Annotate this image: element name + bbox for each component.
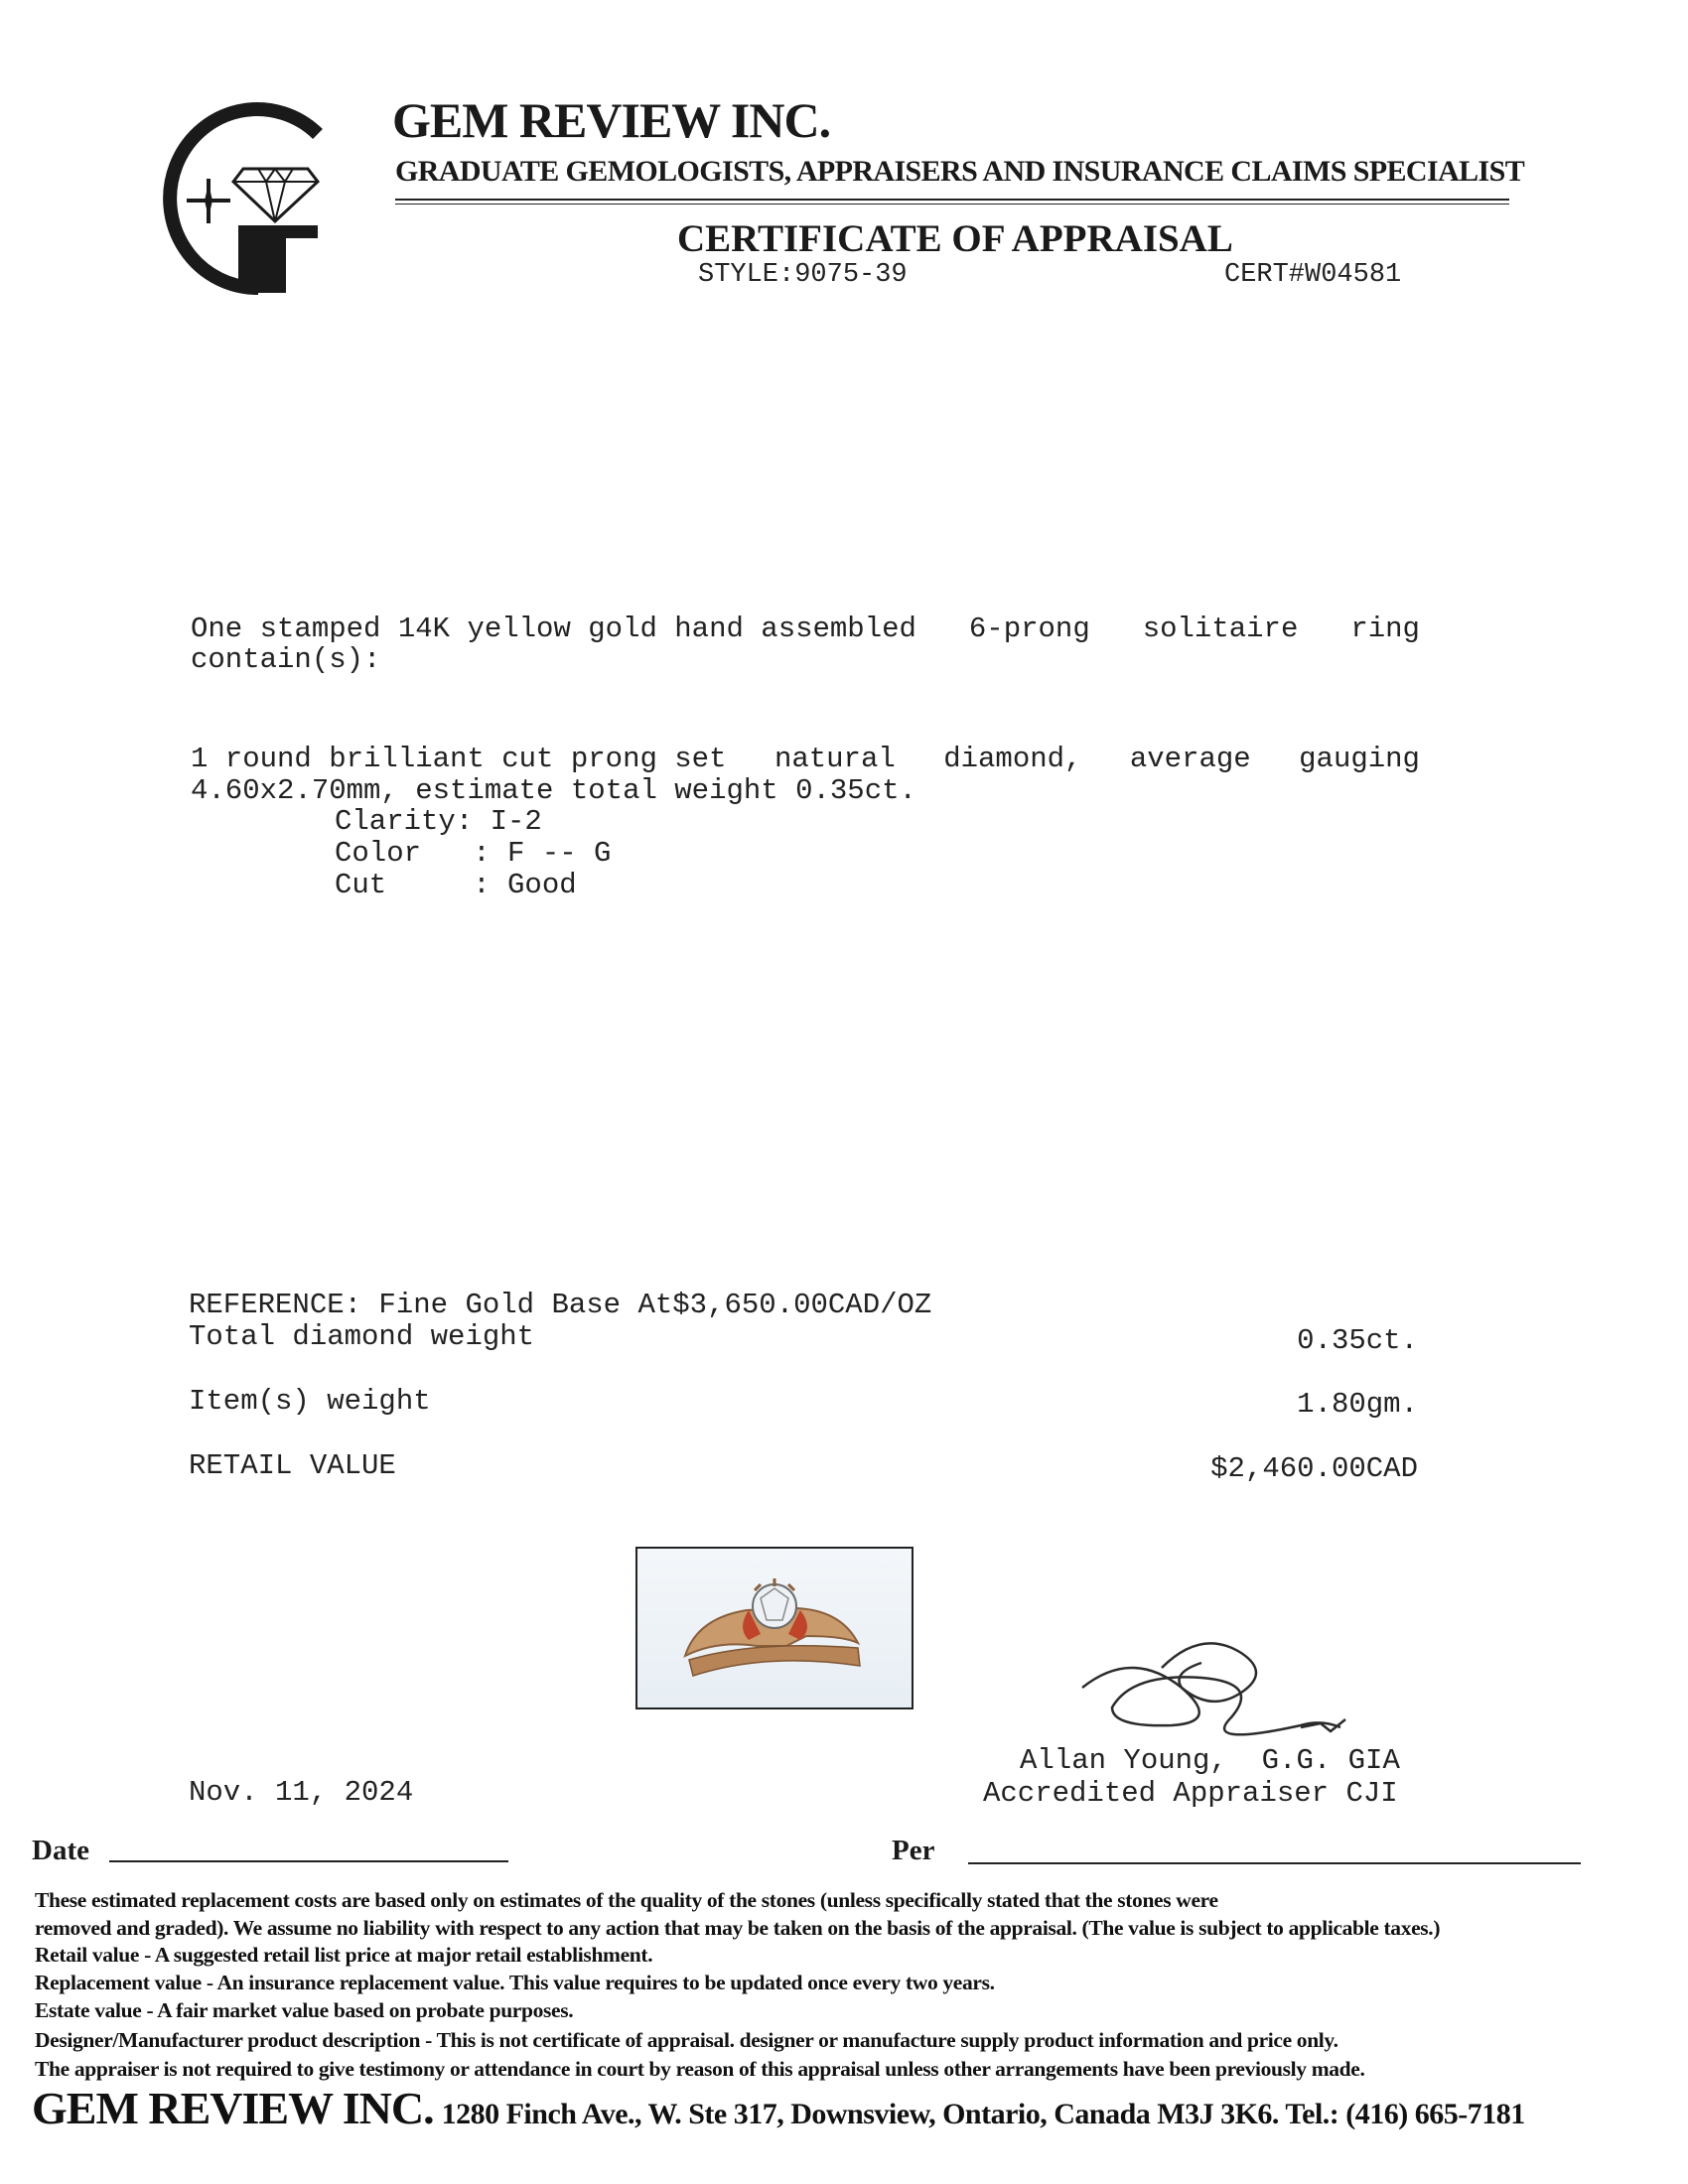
stone-word: diamond, [943, 743, 1082, 775]
company-tagline: GRADUATE GEMOLOGISTS, APPRAISERS AND INSURANCE CLAIMS SPECIALIST [395, 155, 1525, 188]
appraiser-signature [1072, 1628, 1390, 1757]
stone-word: 1 round brilliant cut prong set [191, 743, 727, 775]
disclaimer-line: These estimated replacement costs are based only on estimates of the quality of the stones (unless specifically stated that the stones were [35, 1888, 1218, 1912]
disclaimer-line: Retail value - A suggested retail list price at major retail establishment. [35, 1943, 653, 1967]
style-number: STYLE:9075-39 [698, 260, 908, 290]
stone-word: average [1129, 743, 1251, 775]
date-signature-line [109, 1860, 508, 1862]
stone-word: gauging [1299, 743, 1420, 775]
ring-icon [637, 1549, 912, 1707]
per-signature-line [968, 1862, 1581, 1864]
per-label: Per [892, 1835, 935, 1866]
header-divider [395, 199, 1509, 201]
footer-address: 1280 Finch Ave., W. Ste 317, Downsview, Ontario, Canada M3J 3K6. Tel.: (416) 665-7181 [441, 2098, 1525, 2130]
footer [32, 2082, 1525, 2134]
total-diamond-weight-value: 0.35ct. [1297, 1324, 1418, 1357]
retail-value-label: RETAIL VALUE [189, 1449, 396, 1482]
appraiser-title: Accredited Appraiser CJI [983, 1777, 1398, 1810]
disclaimer-line: Replacement value - An insurance replacement value. This value requires to be updated once every two years. [35, 1971, 995, 1994]
stone-clarity: Clarity: I-2 [335, 805, 542, 838]
disclaimer-line: Estate value - A fair market value based on probate purposes. [35, 1998, 574, 2022]
stone-measurements: 4.60x2.70mm, estimate total weight 0.35ct. [191, 774, 916, 807]
stone-cut: Cut : Good [335, 869, 577, 901]
total-diamond-weight-label: Total diamond weight [189, 1320, 535, 1353]
stone-color: Color : F -- G [335, 837, 612, 870]
appraisal-date: Nov. 11, 2024 [189, 1776, 414, 1809]
ring-photo [635, 1547, 914, 1709]
disclaimer-line: Designer/Manufacturer product description - This is not certificate of appraisal. designer or manufacture supply product information and price only. [35, 2028, 1338, 2052]
appraiser-name: Allan Young, G.G. GIA [1020, 1744, 1400, 1777]
retail-value: $2,460.00CAD [1210, 1452, 1418, 1485]
disclaimer-line: removed and graded). We assume no liability with respect to any action that may be taken on the basis of the appraisal. (The value is subject to applicable taxes.) [35, 1916, 1441, 1940]
item-description-contains: contain(s): [191, 643, 381, 676]
gem-review-logo-icon [139, 94, 338, 303]
certificate-title: CERTIFICATE OF APPRAISAL [677, 217, 1233, 260]
description-word: solitaire [1142, 613, 1299, 645]
item-description-line [191, 613, 1420, 645]
certificate-number: CERT#W04581 [1224, 260, 1402, 290]
date-label: Date [32, 1835, 89, 1866]
stone-description-line [191, 743, 1420, 775]
footer-company-name: GEM REVIEW INC. [32, 2083, 434, 2133]
description-word: ring [1350, 613, 1420, 645]
company-name: GEM REVIEW INC. [392, 92, 831, 148]
stone-word: natural [774, 743, 896, 775]
description-word: 6-prong [968, 613, 1090, 645]
item-weight-label: Item(s) weight [189, 1385, 431, 1418]
disclaimer-line: The appraiser is not required to give testimony or attendance in court by reason of this appraisal unless other arrangements have been previously made. [35, 2057, 1365, 2081]
description-word: One stamped 14K yellow gold hand assembled [191, 613, 916, 645]
gold-reference: REFERENCE: Fine Gold Base At$3,650.00CAD/OZ [189, 1289, 932, 1321]
item-weight-value: 1.80gm. [1297, 1388, 1418, 1421]
header-divider-thin [395, 204, 1509, 205]
